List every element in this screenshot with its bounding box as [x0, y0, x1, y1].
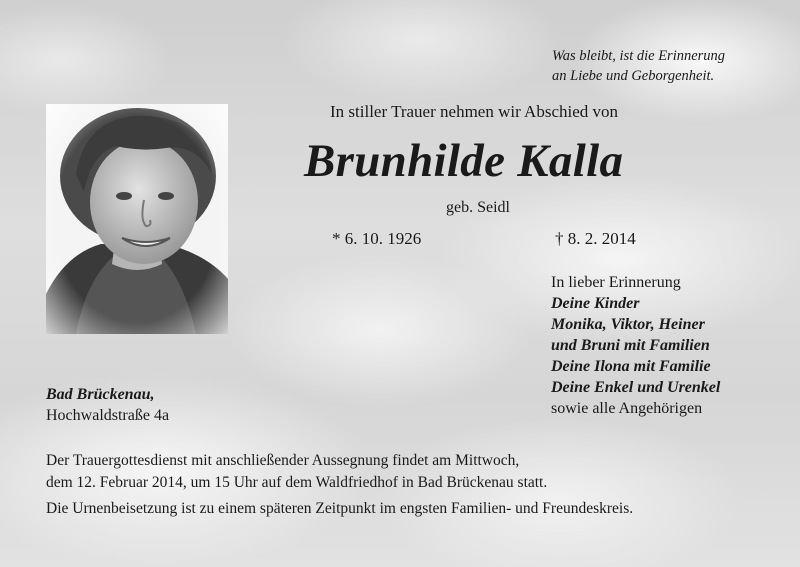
- urn-burial-info: [46, 500, 633, 518]
- address-town: Bad Brückenau,: [46, 386, 155, 403]
- mourner-name: und Bruni mit Familien: [551, 337, 710, 354]
- intro-text: In stiller Trauer nehmen wir Abschied von: [330, 102, 619, 121]
- mourners-list: [551, 272, 720, 419]
- mourner-name: Deine Ilona mit Familie: [551, 358, 711, 375]
- motto-line: an Liebe und Geborgenheit.: [552, 68, 715, 84]
- service-line: dem 12. Februar 2014, um 15 Uhr auf dem Waldfriedhof in Bad Brückenau statt.: [46, 474, 548, 491]
- motto: [552, 46, 725, 86]
- birth-date: * 6. 10. 1926: [332, 229, 422, 248]
- mourners-closing: sowie alle Angehörigen: [551, 400, 703, 417]
- service-line: Der Trauergottesdienst mit anschließender Aussegnung findet am Mittwoch,: [46, 452, 520, 469]
- mourner-name: Monika, Viktor, Heiner: [551, 316, 705, 333]
- address-block: [46, 384, 169, 426]
- mourners-lead: In lieber Erinnerung: [551, 274, 681, 291]
- service-info: [46, 450, 547, 494]
- mourner-name: Deine Kinder: [551, 295, 640, 312]
- death-date: † 8. 2. 2014: [555, 229, 636, 248]
- address-street: Hochwaldstraße 4a: [46, 407, 170, 424]
- motto-line: Was bleibt, ist die Erinnerung: [552, 48, 726, 64]
- portrait-photo: [46, 104, 228, 334]
- maiden-name: geb. Seidl: [446, 199, 510, 216]
- portrait-image: [46, 104, 228, 334]
- deceased-name: Brunhilde Kalla: [304, 135, 624, 187]
- mourner-name: Deine Enkel und Urenkel: [551, 379, 721, 396]
- urn-burial-text: Die Urnenbeisetzung ist zu einem späteren Zeitpunkt im engsten Familien- und Freundeskreis.: [46, 500, 634, 517]
